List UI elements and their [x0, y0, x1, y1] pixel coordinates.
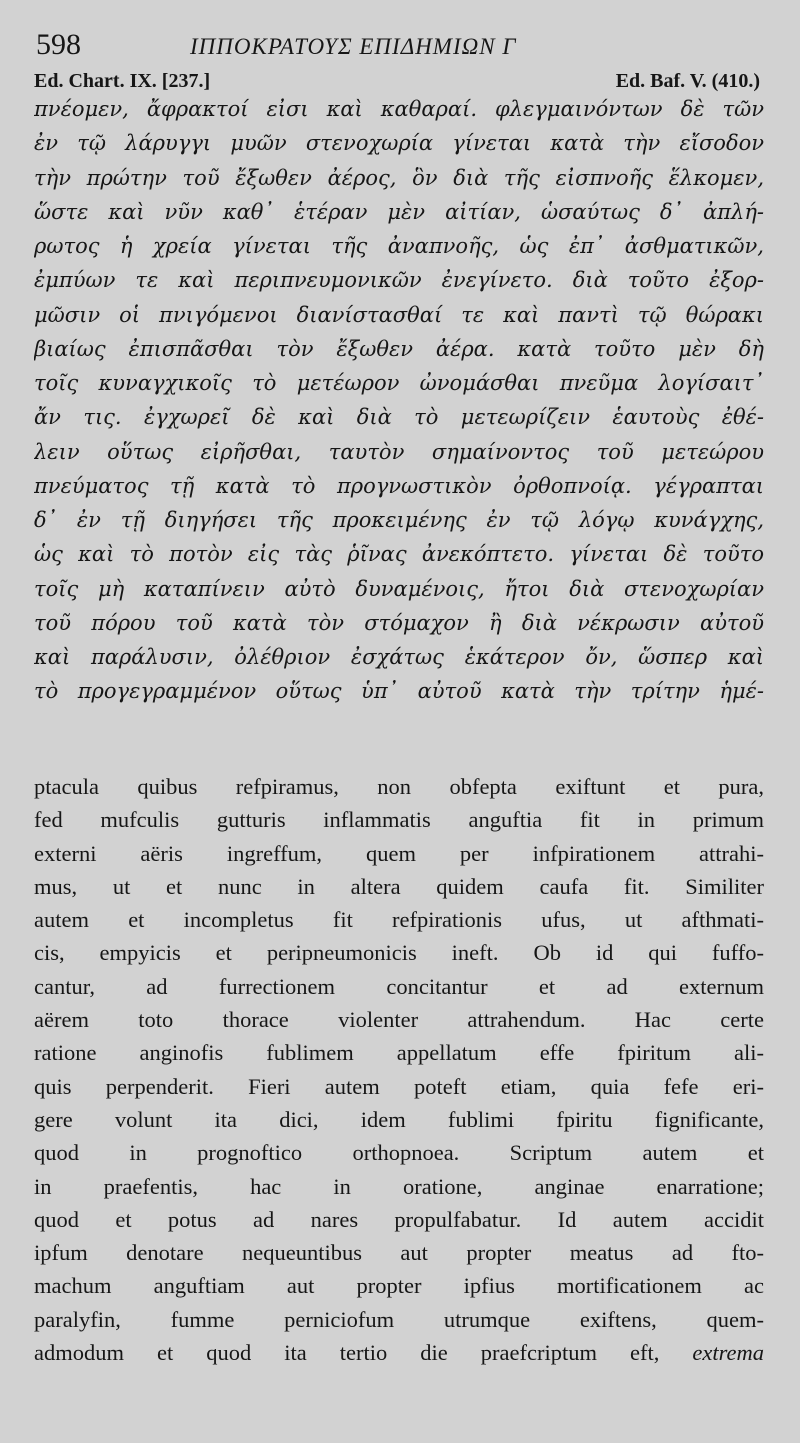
catchword: extrema [692, 1340, 764, 1366]
latin-line: quis perpenderit. Fieri autem poteft etiam, quia fefe eri- [34, 1073, 764, 1099]
latin-line: cis, empyicis et peripneumonicis ineft. Ob id qui fuffo- [34, 940, 764, 966]
greek-line: ἄν τις. ἐγχωρεῖ δὲ καὶ διὰ τὸ μετεωρίζειν ἑαυτοὺς ἐθέ- [34, 405, 764, 430]
greek-line: τοῖς μὴ καταπίνειν αὐτὸ δυναμένοις, ἤτοι διὰ στενοχωρίαν [34, 576, 764, 601]
latin-line: ipfum denotare nequeuntibus aut propter meatus ad fto- [34, 1240, 764, 1266]
latin-line: machum anguftiam aut propter ipfius mortificationem ac [34, 1273, 764, 1299]
latin-line: externi aëris ingreffum, quem per infpirationem attrahi- [34, 840, 764, 866]
latin-line: quod in prognoftico orthopnoea. Scriptum autem et [34, 1140, 764, 1166]
latin-line: aërem toto thorace violenter attrahendum. Hac certe [34, 1007, 764, 1033]
greek-line: λειν οὕτως εἰρῆσθαι, ταυτὸν σημαίνοντος τοῦ μετεώρου [34, 439, 764, 464]
greek-line: ὡς καὶ τὸ ποτὸν εἰς τὰς ῥῖνας ἀνεκόπτετο. γίνεται δὲ τοῦτο [34, 542, 764, 567]
running-title: ΙΠΠΟΚΡΑΤΟΥΣ ΕΠΙΔΗΜΙΩΝ Γ [190, 34, 517, 59]
latin-line: mus, ut et nunc in altera quidem caufa fit. Similiter [34, 873, 764, 899]
latin-last-line [34, 1336, 764, 1369]
greek-line: ἐμπύων τε καὶ περιπνευμονικῶν ἐνεγίνετο. διὰ τοῦτο ἐξορ- [34, 268, 764, 293]
edition-reference-line [34, 68, 764, 94]
greek-line: ρωτος ἡ χρεία γίνεται τῆς ἀναπνοῆς, ὡς ἐπ᾿ ἀσθματικῶν, [34, 234, 764, 258]
latin-line: ptacula quibus refpiramus, non obfepta exiftunt et pura, [34, 774, 764, 799]
latin-line: gere volunt ita dici, idem fublimi fpiritu fignificante, [34, 1106, 764, 1132]
latin-line: autem et incompletus fit refpirationis ufus, ut afthmati- [34, 907, 764, 933]
greek-line: τοῖς κυναγχικοῖς τὸ μετέωρον ὠνομάσθαι πνεῦμα λογίσαιτ᾿ [34, 371, 764, 395]
greek-line: δ᾿ ἐν τῇ διηγήσει τῆς προκειμένης ἐν τῷ λόγῳ κυνάγχης, [34, 508, 764, 532]
greek-text-block [34, 92, 764, 709]
basel-edition-ref: Ed. Baf. V. (410.) [615, 70, 760, 92]
greek-line: καὶ παράλυσιν, ὀλέθριον ἐσχάτως ἑκάτερον ὄν, ὥσπερ καὶ [34, 645, 764, 669]
latin-line: in praefentis, hac in oratione, anginae enarratione; [34, 1173, 764, 1199]
greek-line: τὸ προγεγραμμένον οὕτως ὑπ᾿ αὐτοῦ κατὰ τὴν τρίτην ἡμέ- [34, 679, 764, 704]
greek-line: πνέομεν, ἄφρακτοί εἰσι καὶ καθαραί. φλεγμαινόντων δὲ τῶν [34, 97, 764, 121]
greek-line: τὴν πρώτην τοῦ ἔξωθεν ἀέρος, ὃν διὰ τῆς εἰσπνοῆς ἕλκομεν, [34, 165, 764, 190]
greek-line: τοῦ πόρου τοῦ κατὰ τὸν στόμαχον ἢ διὰ νέκρωσιν αὐτοῦ [34, 610, 764, 635]
greek-line: ἐν τῷ λάρυγγι μυῶν στενοχωρία γίνεται κατὰ τὴν εἴσοδον [34, 131, 764, 156]
chartier-edition-ref: Ed. Chart. IX. [237.] [34, 70, 211, 92]
latin-line: fed mufculis gutturis inflammatis anguftia fit in primum [34, 807, 764, 833]
latin-line: paralyfin, fumme perniciofum utrumque exiftens, quem- [34, 1306, 764, 1332]
latin-translation-block [34, 770, 764, 1369]
latin-last-line-text: admodum et quod ita tertio die praefcriptum eft, [34, 1340, 693, 1366]
greek-line: πνεύματος τῇ κατὰ τὸ προγνωστικὸν ὀρθοπνοίᾳ. γέγραπται [34, 473, 764, 498]
page-header [30, 28, 770, 72]
greek-line: ὥστε καὶ νῦν καθ᾿ ἑτέραν μὲν αἰτίαν, ὡσαύτως δ᾿ ἀπλή- [34, 199, 764, 224]
latin-line: ratione anginofis fublimem appellatum effe fpiritum ali- [34, 1040, 764, 1066]
latin-line: cantur, ad furrectionem concitantur et ad externum [34, 973, 764, 999]
page-number: 598 [36, 28, 81, 61]
latin-line: quod et potus ad nares propulfabatur. Id autem accidit [34, 1206, 764, 1232]
greek-line: βιαίως ἐπισπᾶσθαι τὸν ἔξωθεν ἀέρα. κατὰ τοῦτο μὲν δὴ [34, 336, 764, 361]
greek-line: μῶσιν οἱ πνιγόμενοι διανίστασθαί τε καὶ παντὶ τῷ θώρακι [34, 302, 764, 327]
